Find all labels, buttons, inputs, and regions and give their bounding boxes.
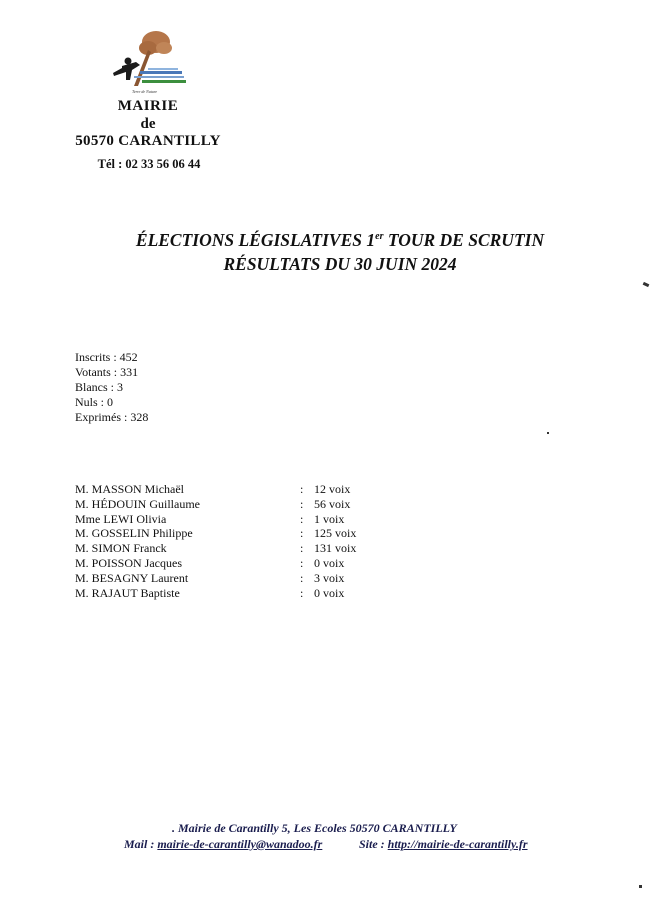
header-mairie: MAIRIE bbox=[117, 98, 179, 114]
separator: : bbox=[300, 526, 304, 541]
candidate-name: M. HÉDOUIN Guillaume bbox=[75, 496, 200, 511]
stat-votants: Votants : 331 bbox=[75, 365, 139, 379]
separator: : bbox=[300, 541, 304, 556]
separator: : bbox=[300, 511, 304, 526]
title-main: ÉLECTIONS LÉGISLATIVES 1 bbox=[135, 230, 376, 250]
candidate-name: M. BESAGNY Laurent bbox=[75, 570, 189, 585]
scan-speck bbox=[547, 432, 549, 434]
header-city: 50570 CARANTILLY bbox=[75, 133, 221, 149]
candidate-votes: 12 voix bbox=[314, 482, 351, 496]
header-phone: Tél : 02 33 56 06 44 bbox=[97, 157, 201, 171]
candidate-name: Mme LEWI Olivia bbox=[75, 511, 167, 526]
candidate-name: M. MASSON Michaël bbox=[75, 482, 185, 496]
stat-inscrits: Inscrits : 452 bbox=[75, 350, 138, 364]
separator: : bbox=[300, 585, 304, 600]
candidate-votes: 125 voix bbox=[314, 526, 357, 541]
footer-address: . Mairie de Carantilly 5, Les Ecoles 50570 CARANTILLY bbox=[172, 821, 457, 835]
separator: : bbox=[300, 496, 304, 511]
logo-tagline: Terre de Nature bbox=[132, 89, 158, 94]
separator: : bbox=[300, 482, 304, 496]
turnout-stats bbox=[75, 350, 148, 425]
scan-speck bbox=[639, 885, 642, 888]
candidate-name: M. GOSSELIN Philippe bbox=[75, 526, 193, 541]
stat-blancs: Blancs : 3 bbox=[75, 380, 123, 394]
footer-site-label: Site : bbox=[359, 837, 388, 851]
title-superscript: er bbox=[375, 231, 384, 243]
footer-mail-link[interactable]: mairie-de-carantilly@wanadoo.fr bbox=[157, 837, 323, 851]
footer-site-link[interactable]: http://mairie-de-carantilly.fr bbox=[387, 837, 528, 851]
mairie-logo bbox=[104, 28, 194, 98]
candidate-votes: 0 voix bbox=[314, 585, 345, 600]
candidate-votes: 3 voix bbox=[314, 570, 345, 585]
title-rest: TOUR DE SCRUTIN bbox=[383, 230, 545, 250]
document-subtitle: RÉSULTATS DU 30 JUIN 2024 bbox=[223, 254, 457, 274]
stat-nuls: Nuls : 0 bbox=[75, 395, 114, 409]
separator: : bbox=[300, 555, 304, 570]
scan-speck bbox=[643, 282, 650, 287]
footer-contact bbox=[124, 837, 528, 852]
document-title bbox=[60, 230, 620, 251]
candidate-votes: 56 voix bbox=[314, 496, 351, 511]
candidate-votes: 1 voix bbox=[314, 511, 345, 526]
stat-exprimes: Exprimés : 328 bbox=[75, 410, 149, 424]
footer-site bbox=[359, 837, 528, 852]
header-de: de bbox=[140, 116, 156, 132]
candidate-votes: 0 voix bbox=[314, 555, 345, 570]
candidate-name: M. POISSON Jacques bbox=[75, 555, 183, 570]
candidate-name: M. SIMON Franck bbox=[75, 541, 167, 556]
candidate-name: M. RAJAUT Baptiste bbox=[75, 585, 180, 600]
candidate-votes: 131 voix bbox=[314, 541, 357, 556]
separator: : bbox=[300, 570, 304, 585]
footer-mail-label: Mail : bbox=[124, 837, 158, 851]
